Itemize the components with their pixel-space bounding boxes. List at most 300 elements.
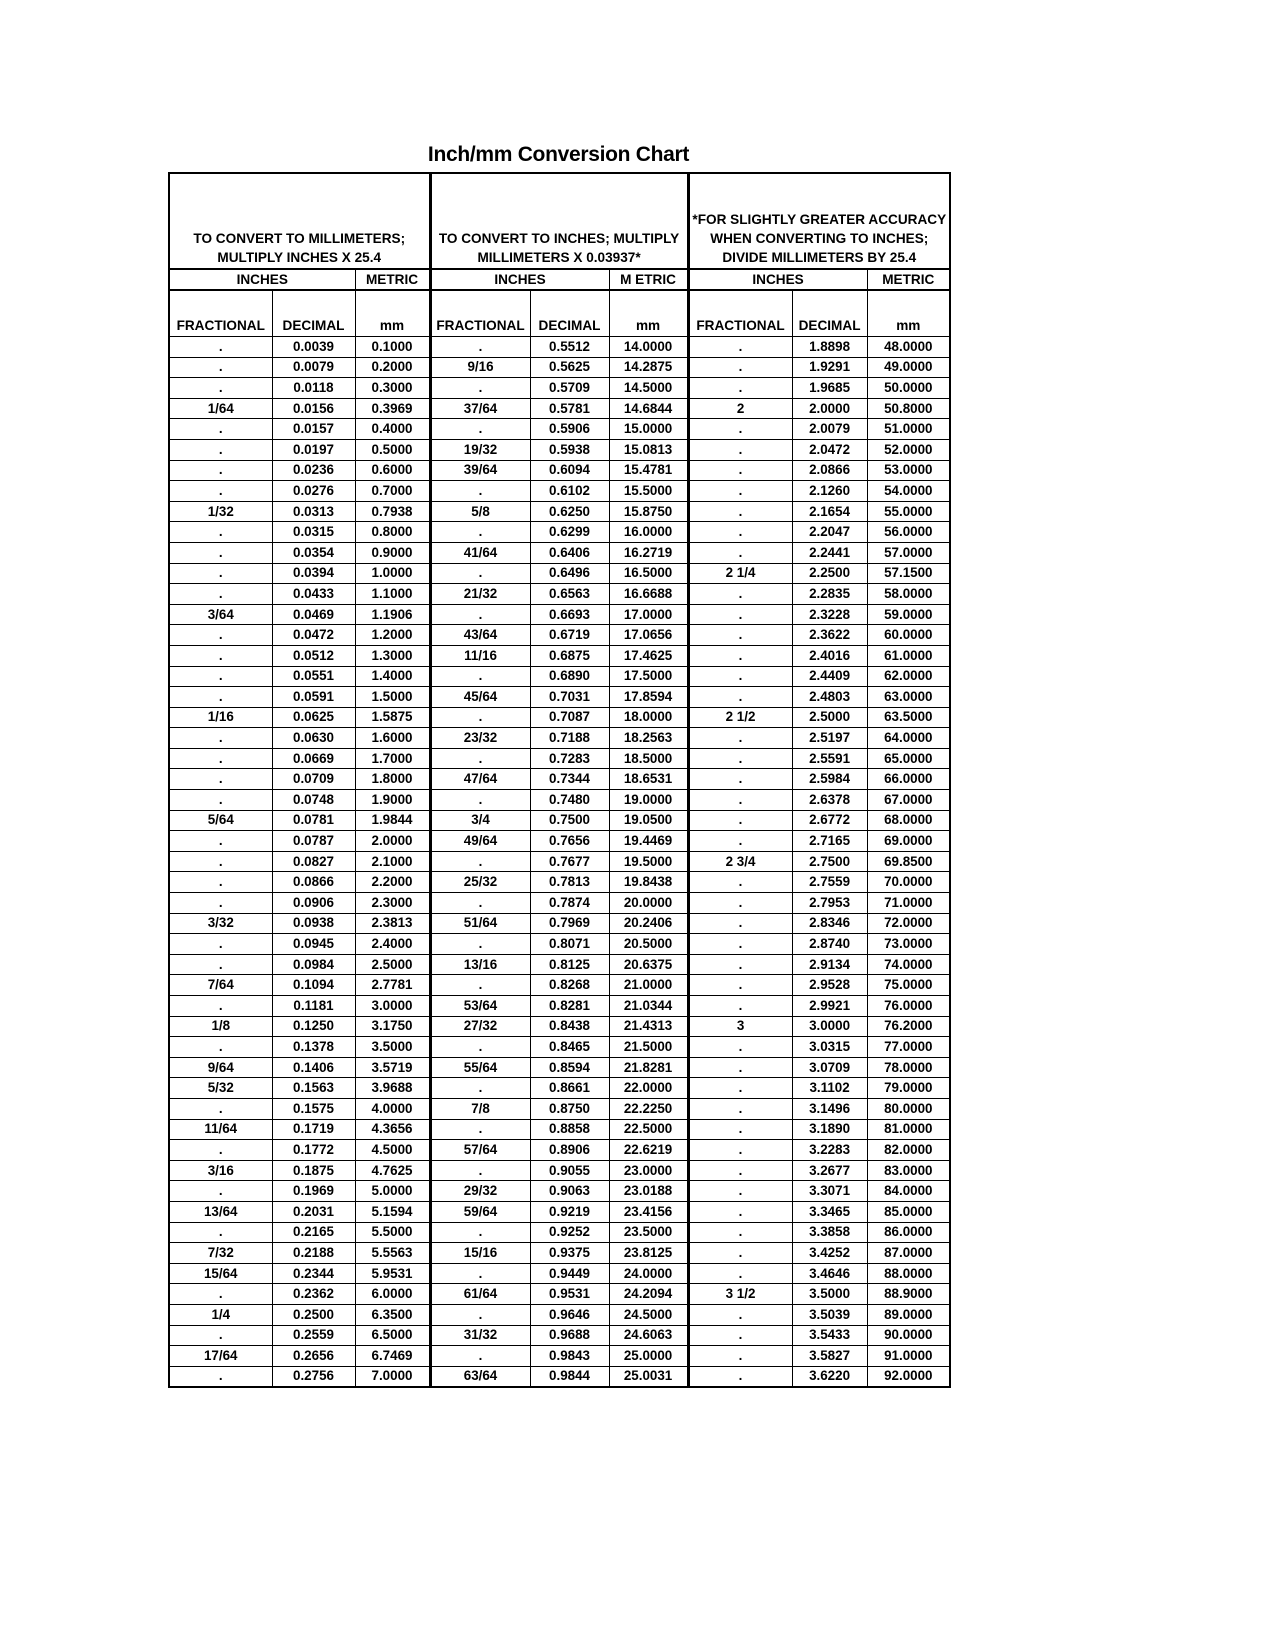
fractional-cell: . xyxy=(430,893,530,914)
mm-cell: 0.2000 xyxy=(355,357,430,378)
decimal-cell: 0.1719 xyxy=(272,1119,355,1140)
mm-cell: 19.0000 xyxy=(609,790,688,811)
decimal-cell: 0.0906 xyxy=(272,893,355,914)
mm-cell: 54.0000 xyxy=(867,481,950,502)
fractional-cell: . xyxy=(430,604,530,625)
decimal-cell: 0.2756 xyxy=(272,1366,355,1387)
decimal-cell: 0.0512 xyxy=(272,645,355,666)
fractional-cell: . xyxy=(688,996,792,1017)
fractional-cell: 27/32 xyxy=(430,1016,530,1037)
fractional-cell: . xyxy=(688,542,792,563)
mm-cell: 20.2406 xyxy=(609,913,688,934)
table-row xyxy=(169,1284,950,1305)
fractional-cell: . xyxy=(430,666,530,687)
table-row xyxy=(169,975,950,996)
mm-cell: 60.0000 xyxy=(867,625,950,646)
decimal-cell: 0.5906 xyxy=(530,419,609,440)
mm-cell: 16.5000 xyxy=(609,563,688,584)
decimal-cell: 0.7283 xyxy=(530,748,609,769)
mm-cell: 4.0000 xyxy=(355,1098,430,1119)
fractional-cell: . xyxy=(169,666,272,687)
mm-cell: 48.0000 xyxy=(867,337,950,358)
table-row xyxy=(169,1346,950,1367)
fractional-cell: . xyxy=(688,522,792,543)
mm-cell: 61.0000 xyxy=(867,645,950,666)
table-body xyxy=(169,337,950,1388)
mm-cell: 80.0000 xyxy=(867,1098,950,1119)
decimal-cell: 0.7874 xyxy=(530,893,609,914)
table-row xyxy=(169,934,950,955)
fractional-cell: 1/4 xyxy=(169,1304,272,1325)
mm-cell: 23.8125 xyxy=(609,1243,688,1264)
table-row xyxy=(169,1304,950,1325)
mm-cell: 81.0000 xyxy=(867,1119,950,1140)
mm-cell: 22.2250 xyxy=(609,1098,688,1119)
decimal-cell: 2.4016 xyxy=(792,645,867,666)
mm-cell: 2.7781 xyxy=(355,975,430,996)
mm-cell: 14.5000 xyxy=(609,378,688,399)
decimal-cell: 0.8594 xyxy=(530,1057,609,1078)
fractional-cell: . xyxy=(430,522,530,543)
fractional-cell: 45/64 xyxy=(430,687,530,708)
mm-cell: 4.3656 xyxy=(355,1119,430,1140)
decimal-cell: 2.7953 xyxy=(792,893,867,914)
fractional-cell: 3/16 xyxy=(169,1160,272,1181)
table-row xyxy=(169,1243,950,1264)
decimal-cell: 0.1378 xyxy=(272,1037,355,1058)
section-heading-to-mm: TO CONVERT TO MILLIMETERS; MULTIPLY INCHES X 25.4 xyxy=(169,173,430,269)
decimal-cell: 0.6250 xyxy=(530,501,609,522)
decimal-cell: 0.8750 xyxy=(530,1098,609,1119)
decimal-cell: 3.0709 xyxy=(792,1057,867,1078)
mm-cell: 17.5000 xyxy=(609,666,688,687)
table-row xyxy=(169,645,950,666)
table-row xyxy=(169,728,950,749)
mm-cell: 0.3000 xyxy=(355,378,430,399)
mm-cell: 14.6844 xyxy=(609,398,688,419)
mm-cell: 1.5875 xyxy=(355,707,430,728)
fractional-cell: 3 1/2 xyxy=(688,1284,792,1305)
mm-cell: 85.0000 xyxy=(867,1201,950,1222)
fractional-cell: . xyxy=(430,975,530,996)
mm-cell: 5.5563 xyxy=(355,1243,430,1264)
mm-cell: 67.0000 xyxy=(867,790,950,811)
column-header-fractional: FRACTIONAL xyxy=(169,290,272,337)
decimal-cell: 0.6693 xyxy=(530,604,609,625)
mm-cell: 14.0000 xyxy=(609,337,688,358)
decimal-cell: 0.0787 xyxy=(272,831,355,852)
fractional-cell: 41/64 xyxy=(430,542,530,563)
mm-cell: 15.8750 xyxy=(609,501,688,522)
decimal-cell: 2.4409 xyxy=(792,666,867,687)
fractional-cell: . xyxy=(688,1181,792,1202)
group-header-inches: INCHES xyxy=(688,269,867,290)
mm-cell: 19.5000 xyxy=(609,851,688,872)
fractional-cell: 7/8 xyxy=(430,1098,530,1119)
fractional-cell: 13/64 xyxy=(169,1201,272,1222)
fractional-cell: 51/64 xyxy=(430,913,530,934)
decimal-cell: 0.8438 xyxy=(530,1016,609,1037)
mm-cell: 1.3000 xyxy=(355,645,430,666)
mm-cell: 25.0031 xyxy=(609,1366,688,1387)
mm-cell: 0.7938 xyxy=(355,501,430,522)
fractional-cell: . xyxy=(688,1263,792,1284)
table-row xyxy=(169,1140,950,1161)
mm-cell: 6.7469 xyxy=(355,1346,430,1367)
fractional-cell: . xyxy=(169,563,272,584)
mm-cell: 0.4000 xyxy=(355,419,430,440)
mm-cell: 22.0000 xyxy=(609,1078,688,1099)
fractional-cell: . xyxy=(430,1160,530,1181)
decimal-cell: 0.9252 xyxy=(530,1222,609,1243)
fractional-cell: . xyxy=(688,357,792,378)
fractional-cell: . xyxy=(688,893,792,914)
decimal-cell: 1.9291 xyxy=(792,357,867,378)
mm-cell: 16.6688 xyxy=(609,584,688,605)
table-row xyxy=(169,872,950,893)
decimal-cell: 0.2500 xyxy=(272,1304,355,1325)
decimal-cell: 0.8125 xyxy=(530,954,609,975)
decimal-cell: 3.5000 xyxy=(792,1284,867,1305)
mm-cell: 3.5000 xyxy=(355,1037,430,1058)
fractional-cell: 3/4 xyxy=(430,810,530,831)
decimal-cell: 0.2559 xyxy=(272,1325,355,1346)
mm-cell: 17.8594 xyxy=(609,687,688,708)
decimal-cell: 2.7165 xyxy=(792,831,867,852)
fractional-cell: . xyxy=(169,378,272,399)
mm-cell: 1.0000 xyxy=(355,563,430,584)
mm-cell: 64.0000 xyxy=(867,728,950,749)
mm-cell: 17.0656 xyxy=(609,625,688,646)
decimal-cell: 0.6094 xyxy=(530,460,609,481)
table-row xyxy=(169,913,950,934)
fractional-cell: 9/16 xyxy=(430,357,530,378)
fractional-cell: . xyxy=(688,872,792,893)
decimal-cell: 3.5039 xyxy=(792,1304,867,1325)
decimal-cell: 0.7813 xyxy=(530,872,609,893)
decimal-cell: 0.0866 xyxy=(272,872,355,893)
fractional-cell: . xyxy=(688,975,792,996)
mm-cell: 4.5000 xyxy=(355,1140,430,1161)
decimal-cell: 0.5625 xyxy=(530,357,609,378)
fractional-cell: . xyxy=(169,996,272,1017)
fractional-cell: . xyxy=(688,460,792,481)
fractional-cell: . xyxy=(169,1366,272,1387)
decimal-cell: 0.8281 xyxy=(530,996,609,1017)
fractional-cell: . xyxy=(169,1325,272,1346)
table-row xyxy=(169,769,950,790)
mm-cell: 83.0000 xyxy=(867,1160,950,1181)
decimal-cell: 0.0039 xyxy=(272,337,355,358)
mm-cell: 49.0000 xyxy=(867,357,950,378)
fractional-cell: 2 xyxy=(688,398,792,419)
fractional-cell: . xyxy=(688,604,792,625)
fractional-cell: . xyxy=(169,893,272,914)
fractional-cell: . xyxy=(169,1222,272,1243)
mm-cell: 66.0000 xyxy=(867,769,950,790)
decimal-cell: 0.0236 xyxy=(272,460,355,481)
fractional-cell: . xyxy=(430,1078,530,1099)
table-row xyxy=(169,1098,950,1119)
table-row xyxy=(169,954,950,975)
decimal-cell: 0.0938 xyxy=(272,913,355,934)
mm-cell: 5.0000 xyxy=(355,1181,430,1202)
fractional-cell: . xyxy=(169,1181,272,1202)
decimal-cell: 0.7087 xyxy=(530,707,609,728)
fractional-cell: 57/64 xyxy=(430,1140,530,1161)
mm-cell: 21.0000 xyxy=(609,975,688,996)
table-row xyxy=(169,604,950,625)
mm-cell: 69.8500 xyxy=(867,851,950,872)
fractional-cell: 19/32 xyxy=(430,439,530,460)
decimal-cell: 1.8898 xyxy=(792,337,867,358)
mm-cell: 2.0000 xyxy=(355,831,430,852)
fractional-cell: . xyxy=(688,1098,792,1119)
fractional-cell: . xyxy=(688,954,792,975)
fractional-cell: . xyxy=(688,728,792,749)
decimal-cell: 0.0669 xyxy=(272,748,355,769)
group-header-metric: METRIC xyxy=(867,269,950,290)
fractional-cell: 17/64 xyxy=(169,1346,272,1367)
decimal-cell: 0.5512 xyxy=(530,337,609,358)
fractional-cell: . xyxy=(688,419,792,440)
mm-cell: 1.2000 xyxy=(355,625,430,646)
mm-cell: 59.0000 xyxy=(867,604,950,625)
fractional-cell: 2 1/2 xyxy=(688,707,792,728)
fractional-cell: . xyxy=(688,1119,792,1140)
decimal-cell: 2.1654 xyxy=(792,501,867,522)
decimal-cell: 0.1969 xyxy=(272,1181,355,1202)
fractional-cell: . xyxy=(688,1222,792,1243)
mm-cell: 89.0000 xyxy=(867,1304,950,1325)
decimal-cell: 0.7480 xyxy=(530,790,609,811)
fractional-cell: . xyxy=(169,1037,272,1058)
fractional-cell: . xyxy=(430,337,530,358)
mm-cell: 57.0000 xyxy=(867,542,950,563)
decimal-cell: 0.5781 xyxy=(530,398,609,419)
decimal-cell: 0.0591 xyxy=(272,687,355,708)
decimal-cell: 0.6299 xyxy=(530,522,609,543)
mm-cell: 53.0000 xyxy=(867,460,950,481)
column-header-decimal: DECIMAL xyxy=(792,290,867,337)
fractional-cell: . xyxy=(169,357,272,378)
mm-cell: 57.1500 xyxy=(867,563,950,584)
fractional-cell: 61/64 xyxy=(430,1284,530,1305)
decimal-cell: 0.0433 xyxy=(272,584,355,605)
fractional-cell: . xyxy=(169,1140,272,1161)
fractional-cell: . xyxy=(688,1037,792,1058)
mm-cell: 24.6063 xyxy=(609,1325,688,1346)
decimal-cell: 3.3858 xyxy=(792,1222,867,1243)
decimal-cell: 3.3071 xyxy=(792,1181,867,1202)
decimal-cell: 0.8858 xyxy=(530,1119,609,1140)
decimal-cell: 0.2165 xyxy=(272,1222,355,1243)
fractional-cell: . xyxy=(169,522,272,543)
mm-cell: 21.8281 xyxy=(609,1057,688,1078)
fractional-cell: . xyxy=(688,501,792,522)
fractional-cell: . xyxy=(688,666,792,687)
table-row xyxy=(169,707,950,728)
mm-cell: 78.0000 xyxy=(867,1057,950,1078)
mm-cell: 22.6219 xyxy=(609,1140,688,1161)
fractional-cell: 2 1/4 xyxy=(688,563,792,584)
table-row xyxy=(169,1016,950,1037)
fractional-cell: . xyxy=(169,748,272,769)
fractional-cell: 23/32 xyxy=(430,728,530,749)
table-row xyxy=(169,666,950,687)
fractional-cell: . xyxy=(430,1119,530,1140)
fractional-cell: 3/32 xyxy=(169,913,272,934)
decimal-cell: 0.0394 xyxy=(272,563,355,584)
decimal-cell: 0.0709 xyxy=(272,769,355,790)
mm-cell: 1.9844 xyxy=(355,810,430,831)
mm-cell: 68.0000 xyxy=(867,810,950,831)
fractional-cell: . xyxy=(169,337,272,358)
mm-cell: 24.5000 xyxy=(609,1304,688,1325)
mm-cell: 2.2000 xyxy=(355,872,430,893)
fractional-cell: . xyxy=(688,337,792,358)
decimal-cell: 3.3465 xyxy=(792,1201,867,1222)
fractional-cell: 1/16 xyxy=(169,707,272,728)
fractional-cell: . xyxy=(688,378,792,399)
mm-cell: 23.5000 xyxy=(609,1222,688,1243)
decimal-cell: 2.5984 xyxy=(792,769,867,790)
mm-cell: 69.0000 xyxy=(867,831,950,852)
fractional-cell: . xyxy=(688,584,792,605)
mm-cell: 1.5000 xyxy=(355,687,430,708)
mm-cell: 22.5000 xyxy=(609,1119,688,1140)
fractional-cell: . xyxy=(169,460,272,481)
mm-cell: 71.0000 xyxy=(867,893,950,914)
decimal-cell: 0.2362 xyxy=(272,1284,355,1305)
decimal-cell: 2.7559 xyxy=(792,872,867,893)
fractional-cell: . xyxy=(430,790,530,811)
decimal-cell: 0.7188 xyxy=(530,728,609,749)
decimal-cell: 0.9219 xyxy=(530,1201,609,1222)
decimal-cell: 3.1102 xyxy=(792,1078,867,1099)
mm-cell: 72.0000 xyxy=(867,913,950,934)
decimal-cell: 2.7500 xyxy=(792,851,867,872)
fractional-cell: . xyxy=(169,872,272,893)
mm-cell: 3.0000 xyxy=(355,996,430,1017)
decimal-cell: 0.0472 xyxy=(272,625,355,646)
table-row xyxy=(169,542,950,563)
fractional-cell: 7/32 xyxy=(169,1243,272,1264)
mm-cell: 15.0000 xyxy=(609,419,688,440)
mm-cell: 24.0000 xyxy=(609,1263,688,1284)
decimal-cell: 2.6772 xyxy=(792,810,867,831)
decimal-cell: 2.3228 xyxy=(792,604,867,625)
decimal-cell: 3.4252 xyxy=(792,1243,867,1264)
mm-cell: 16.0000 xyxy=(609,522,688,543)
mm-cell: 2.3813 xyxy=(355,913,430,934)
decimal-cell: 0.0630 xyxy=(272,728,355,749)
decimal-cell: 3.0315 xyxy=(792,1037,867,1058)
mm-cell: 87.0000 xyxy=(867,1243,950,1264)
mm-cell: 1.1906 xyxy=(355,604,430,625)
fractional-cell: . xyxy=(169,769,272,790)
conversion-table xyxy=(168,172,951,1388)
table-row xyxy=(169,460,950,481)
mm-cell: 65.0000 xyxy=(867,748,950,769)
decimal-cell: 0.0156 xyxy=(272,398,355,419)
fractional-cell: 1/64 xyxy=(169,398,272,419)
mm-cell: 55.0000 xyxy=(867,501,950,522)
decimal-cell: 0.6875 xyxy=(530,645,609,666)
mm-cell: 19.4469 xyxy=(609,831,688,852)
mm-cell: 20.6375 xyxy=(609,954,688,975)
table-row xyxy=(169,1078,950,1099)
table-row xyxy=(169,748,950,769)
decimal-cell: 0.8465 xyxy=(530,1037,609,1058)
mm-cell: 2.3000 xyxy=(355,893,430,914)
mm-cell: 50.8000 xyxy=(867,398,950,419)
decimal-cell: 0.5709 xyxy=(530,378,609,399)
fractional-cell: . xyxy=(688,1346,792,1367)
table-row xyxy=(169,1057,950,1078)
mm-cell: 1.4000 xyxy=(355,666,430,687)
decimal-cell: 0.0945 xyxy=(272,934,355,955)
fractional-cell: . xyxy=(169,934,272,955)
decimal-cell: 0.1406 xyxy=(272,1057,355,1078)
fractional-cell: . xyxy=(688,1243,792,1264)
decimal-cell: 2.2441 xyxy=(792,542,867,563)
fractional-cell: . xyxy=(430,1346,530,1367)
fractional-cell: . xyxy=(688,687,792,708)
decimal-cell: 3.6220 xyxy=(792,1366,867,1387)
fractional-cell: . xyxy=(169,790,272,811)
decimal-cell: 0.7500 xyxy=(530,810,609,831)
fractional-cell: . xyxy=(169,419,272,440)
mm-cell: 3.1750 xyxy=(355,1016,430,1037)
fractional-cell: . xyxy=(688,934,792,955)
decimal-cell: 0.0276 xyxy=(272,481,355,502)
column-header-decimal: DECIMAL xyxy=(272,290,355,337)
mm-cell: 2.5000 xyxy=(355,954,430,975)
fractional-cell: . xyxy=(688,810,792,831)
decimal-cell: 0.2188 xyxy=(272,1243,355,1264)
mm-cell: 1.7000 xyxy=(355,748,430,769)
table-row xyxy=(169,790,950,811)
mm-cell: 0.8000 xyxy=(355,522,430,543)
fractional-cell: . xyxy=(169,1098,272,1119)
table-row xyxy=(169,625,950,646)
fractional-cell: 39/64 xyxy=(430,460,530,481)
fractional-cell: 11/64 xyxy=(169,1119,272,1140)
table-row xyxy=(169,419,950,440)
table-row xyxy=(169,1201,950,1222)
group-header-metric: METRIC xyxy=(355,269,430,290)
mm-cell: 23.0000 xyxy=(609,1160,688,1181)
mm-cell: 5.1594 xyxy=(355,1201,430,1222)
decimal-cell: 0.1181 xyxy=(272,996,355,1017)
mm-cell: 1.6000 xyxy=(355,728,430,749)
mm-cell: 17.4625 xyxy=(609,645,688,666)
decimal-cell: 0.1563 xyxy=(272,1078,355,1099)
decimal-cell: 2.5197 xyxy=(792,728,867,749)
fractional-cell: . xyxy=(688,625,792,646)
decimal-cell: 0.0984 xyxy=(272,954,355,975)
column-header-mm: mm xyxy=(867,290,950,337)
mm-cell: 51.0000 xyxy=(867,419,950,440)
table-row xyxy=(169,851,950,872)
decimal-cell: 0.0827 xyxy=(272,851,355,872)
decimal-cell: 0.9449 xyxy=(530,1263,609,1284)
group-header-inches: INCHES xyxy=(169,269,355,290)
fractional-cell: . xyxy=(688,790,792,811)
fractional-cell: 15/64 xyxy=(169,1263,272,1284)
table-row xyxy=(169,1181,950,1202)
